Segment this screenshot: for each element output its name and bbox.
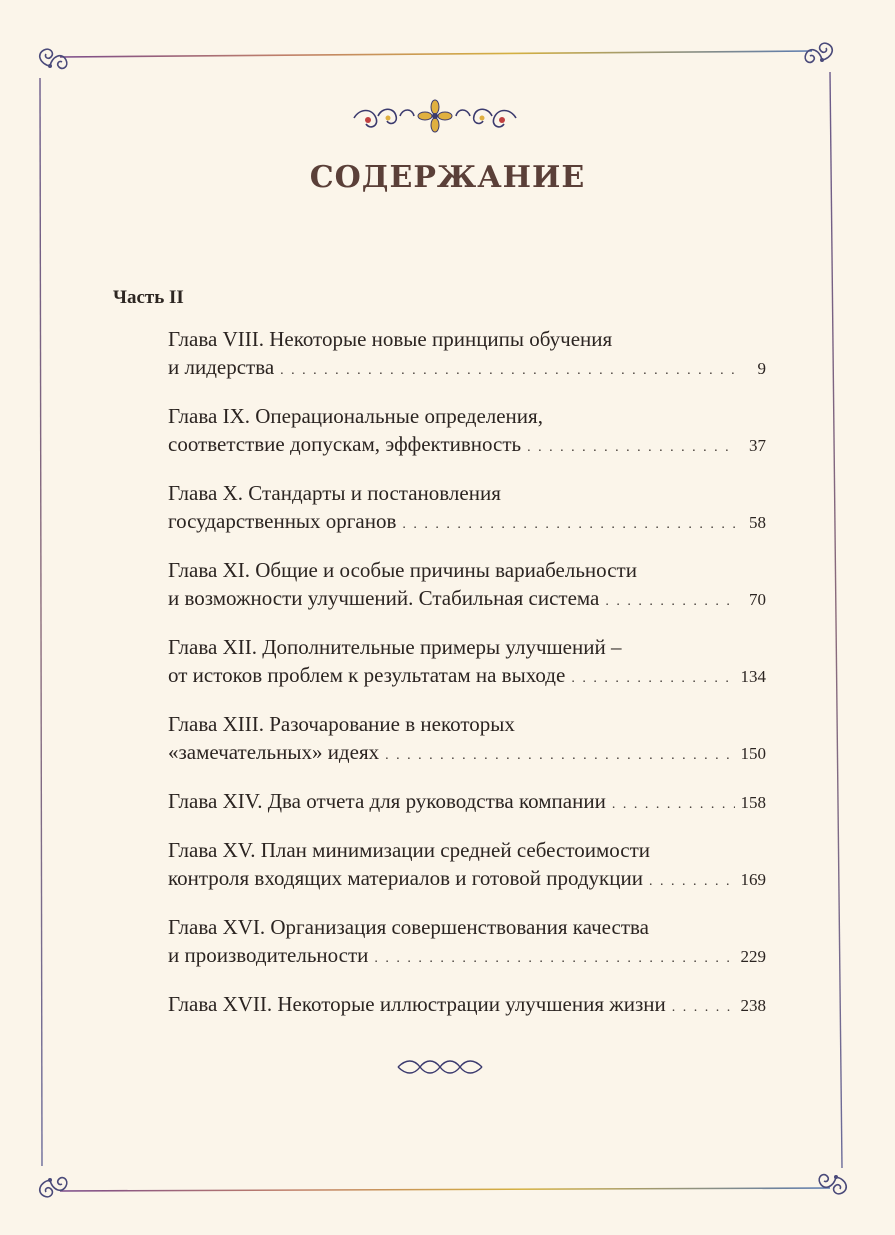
toc-entry-text: Глава XVII. Некоторые иллюстрации улучшения жизни — [168, 992, 666, 1016]
dot-leader — [527, 434, 736, 462]
table-of-contents — [168, 325, 766, 1039]
toc-entry-text: Глава XV. План минимизации средней себестоимости — [168, 838, 651, 862]
toc-entry-text: и возможности улучшений. Стабильная система — [168, 586, 600, 610]
toc-entry-text: Глава X. Стандарты и постановления — [168, 481, 501, 505]
toc-entry — [168, 402, 766, 462]
toc-entry-text: Глава VIII. Некоторые новые принципы обучения — [168, 327, 613, 351]
footer-ornament-icon — [348, 1057, 534, 1077]
dot-leader — [649, 868, 735, 896]
page-number: 37 — [749, 436, 766, 455]
page-number: 150 — [740, 744, 766, 763]
toc-entry-text: Глава XI. Общие и особые причины вариабельности — [168, 558, 637, 582]
dot-leader — [385, 742, 734, 770]
page-number: 229 — [740, 947, 766, 966]
toc-entry — [168, 479, 766, 539]
toc-entry-text: Глава XIII. Разочарование в некоторых — [168, 712, 515, 736]
toc-entry — [168, 913, 766, 973]
page-number: 70 — [749, 590, 766, 609]
toc-entry-text: и лидерства — [168, 355, 275, 379]
corner-flourish-bottom-right — [819, 1175, 846, 1194]
dot-leader — [374, 945, 734, 973]
dot-leader — [672, 994, 735, 1022]
toc-entry — [168, 556, 766, 616]
toc-entry-text: Глава XII. Дополнительные примеры улучшений – — [168, 635, 622, 659]
page-number: 134 — [740, 667, 766, 686]
toc-entry-text: Глава XIV. Два отчета для руководства компании — [168, 789, 606, 813]
toc-entry — [168, 633, 766, 693]
dot-leader — [280, 357, 736, 385]
toc-entry — [168, 787, 766, 819]
toc-entry-text: Глава IX. Операциональные определения, — [168, 404, 543, 428]
toc-entry-text: соответствие допускам, эффективность — [168, 432, 522, 456]
toc-entry-text: от истоков проблем к результатам на выходе — [168, 663, 566, 687]
page-title: СОДЕРЖАНИЕ — [309, 160, 586, 195]
part-heading: Часть II — [113, 287, 184, 308]
corner-flourish-bottom-left — [40, 1178, 67, 1197]
dot-leader — [402, 511, 736, 539]
toc-entry — [168, 836, 766, 896]
corner-flourish-top-right — [805, 43, 832, 62]
toc-entry-text: контроля входящих материалов и готовой продукции — [168, 866, 643, 890]
dot-leader — [612, 791, 735, 819]
toc-entry-text: и производительности — [168, 943, 369, 967]
toc-entry-text: «замечательных» идеях — [168, 740, 380, 764]
toc-entry — [168, 325, 766, 385]
corner-flourish-top-left — [40, 49, 67, 68]
toc-entry — [168, 710, 766, 770]
page-number: 9 — [757, 359, 766, 378]
page-number: 158 — [740, 793, 766, 812]
dot-leader — [605, 588, 736, 616]
toc-entry-text: Глава XVI. Организация совершенствования качества — [168, 915, 649, 939]
page-number: 169 — [740, 870, 766, 889]
dot-leader — [571, 665, 734, 693]
page-number: 58 — [749, 513, 766, 532]
toc-entry — [168, 990, 766, 1022]
header-ornament-icon — [350, 96, 520, 136]
toc-entry-text: государственных органов — [168, 509, 397, 533]
page-number: 238 — [740, 996, 766, 1015]
